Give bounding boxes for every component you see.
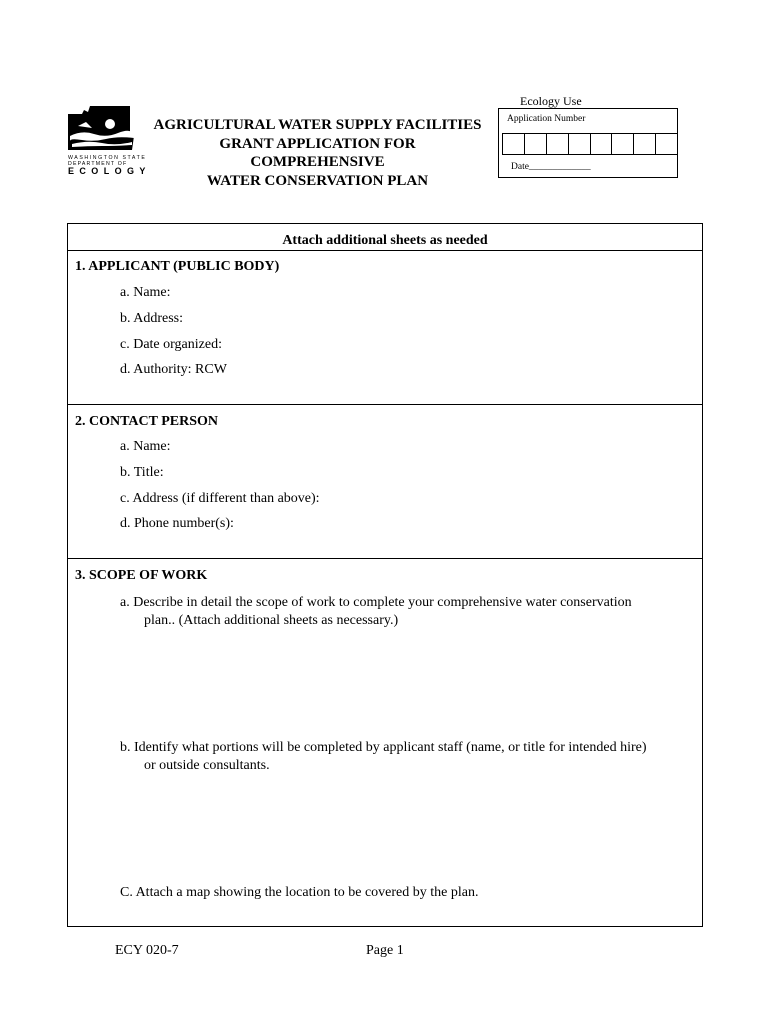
applicant-authority-field[interactable]: d. Authority: RCW [120,362,227,377]
section-divider [68,404,702,405]
contact-name-field[interactable]: a. Name: [120,439,171,454]
scope-a-line-2: plan.. (Attach additional sheets as necessary.) [144,613,399,628]
applicant-address-field[interactable]: b. Address: [120,311,183,326]
section-contact-title: 2. CONTACT PERSON [75,414,219,429]
application-number-label: Application Number [507,114,586,124]
ecology-date-field[interactable]: Date_____________ [511,162,591,172]
title-line-3: COMPREHENSIVE [250,154,385,170]
form-number: ECY 020-7 [115,943,179,958]
title-line-1: AGRICULTURAL WATER SUPPLY FACILITIES [153,117,482,133]
applicant-date-organized-field[interactable]: c. Date organized: [120,337,222,352]
title-line-2: GRANT APPLICATION FOR [219,135,416,152]
instructions-header: Attach additional sheets as needed [68,224,702,251]
contact-address-field[interactable]: c. Address (if different than above): [120,491,320,506]
logo-line-2: DEPARTMENT OF [68,161,128,167]
logo-line-1: WASHINGTON STATE [68,155,147,161]
section-applicant-title: 1. APPLICANT (PUBLIC BODY) [75,259,280,274]
scope-describe-field[interactable] [120,594,690,630]
scope-map-instruction: C. Attach a map showing the location to be covered by the plan. [120,885,479,900]
scope-b-line-2: or outside consultants. [144,758,270,773]
ecology-logo [68,106,151,176]
contact-title-field[interactable]: b. Title: [120,465,164,480]
contact-phone-field[interactable]: d. Phone number(s): [120,516,234,531]
application-number-field[interactable] [502,133,678,155]
scope-a-line-1: a. Describe in detail the scope of work to complete your comprehensive water conservation [120,595,632,610]
scope-b-line-1: b. Identify what portions will be completed by applicant staff (name, or title for intended hire) [120,740,647,755]
logo-agency-name: ECOLOGY [68,166,151,176]
ecology-use-label: Ecology Use [520,94,582,108]
section-divider [68,558,702,559]
scope-staff-field[interactable] [120,739,690,775]
ecology-logo-icon [68,106,138,154]
form-title [140,116,495,190]
section-scope-title: 3. SCOPE OF WORK [75,568,208,583]
ecology-use-box [498,108,678,178]
application-form [67,223,703,927]
applicant-name-field[interactable]: a. Name: [120,285,171,300]
title-line-4: WATER CONSERVATION PLAN [206,172,429,189]
page-number: Page 1 [366,943,404,958]
